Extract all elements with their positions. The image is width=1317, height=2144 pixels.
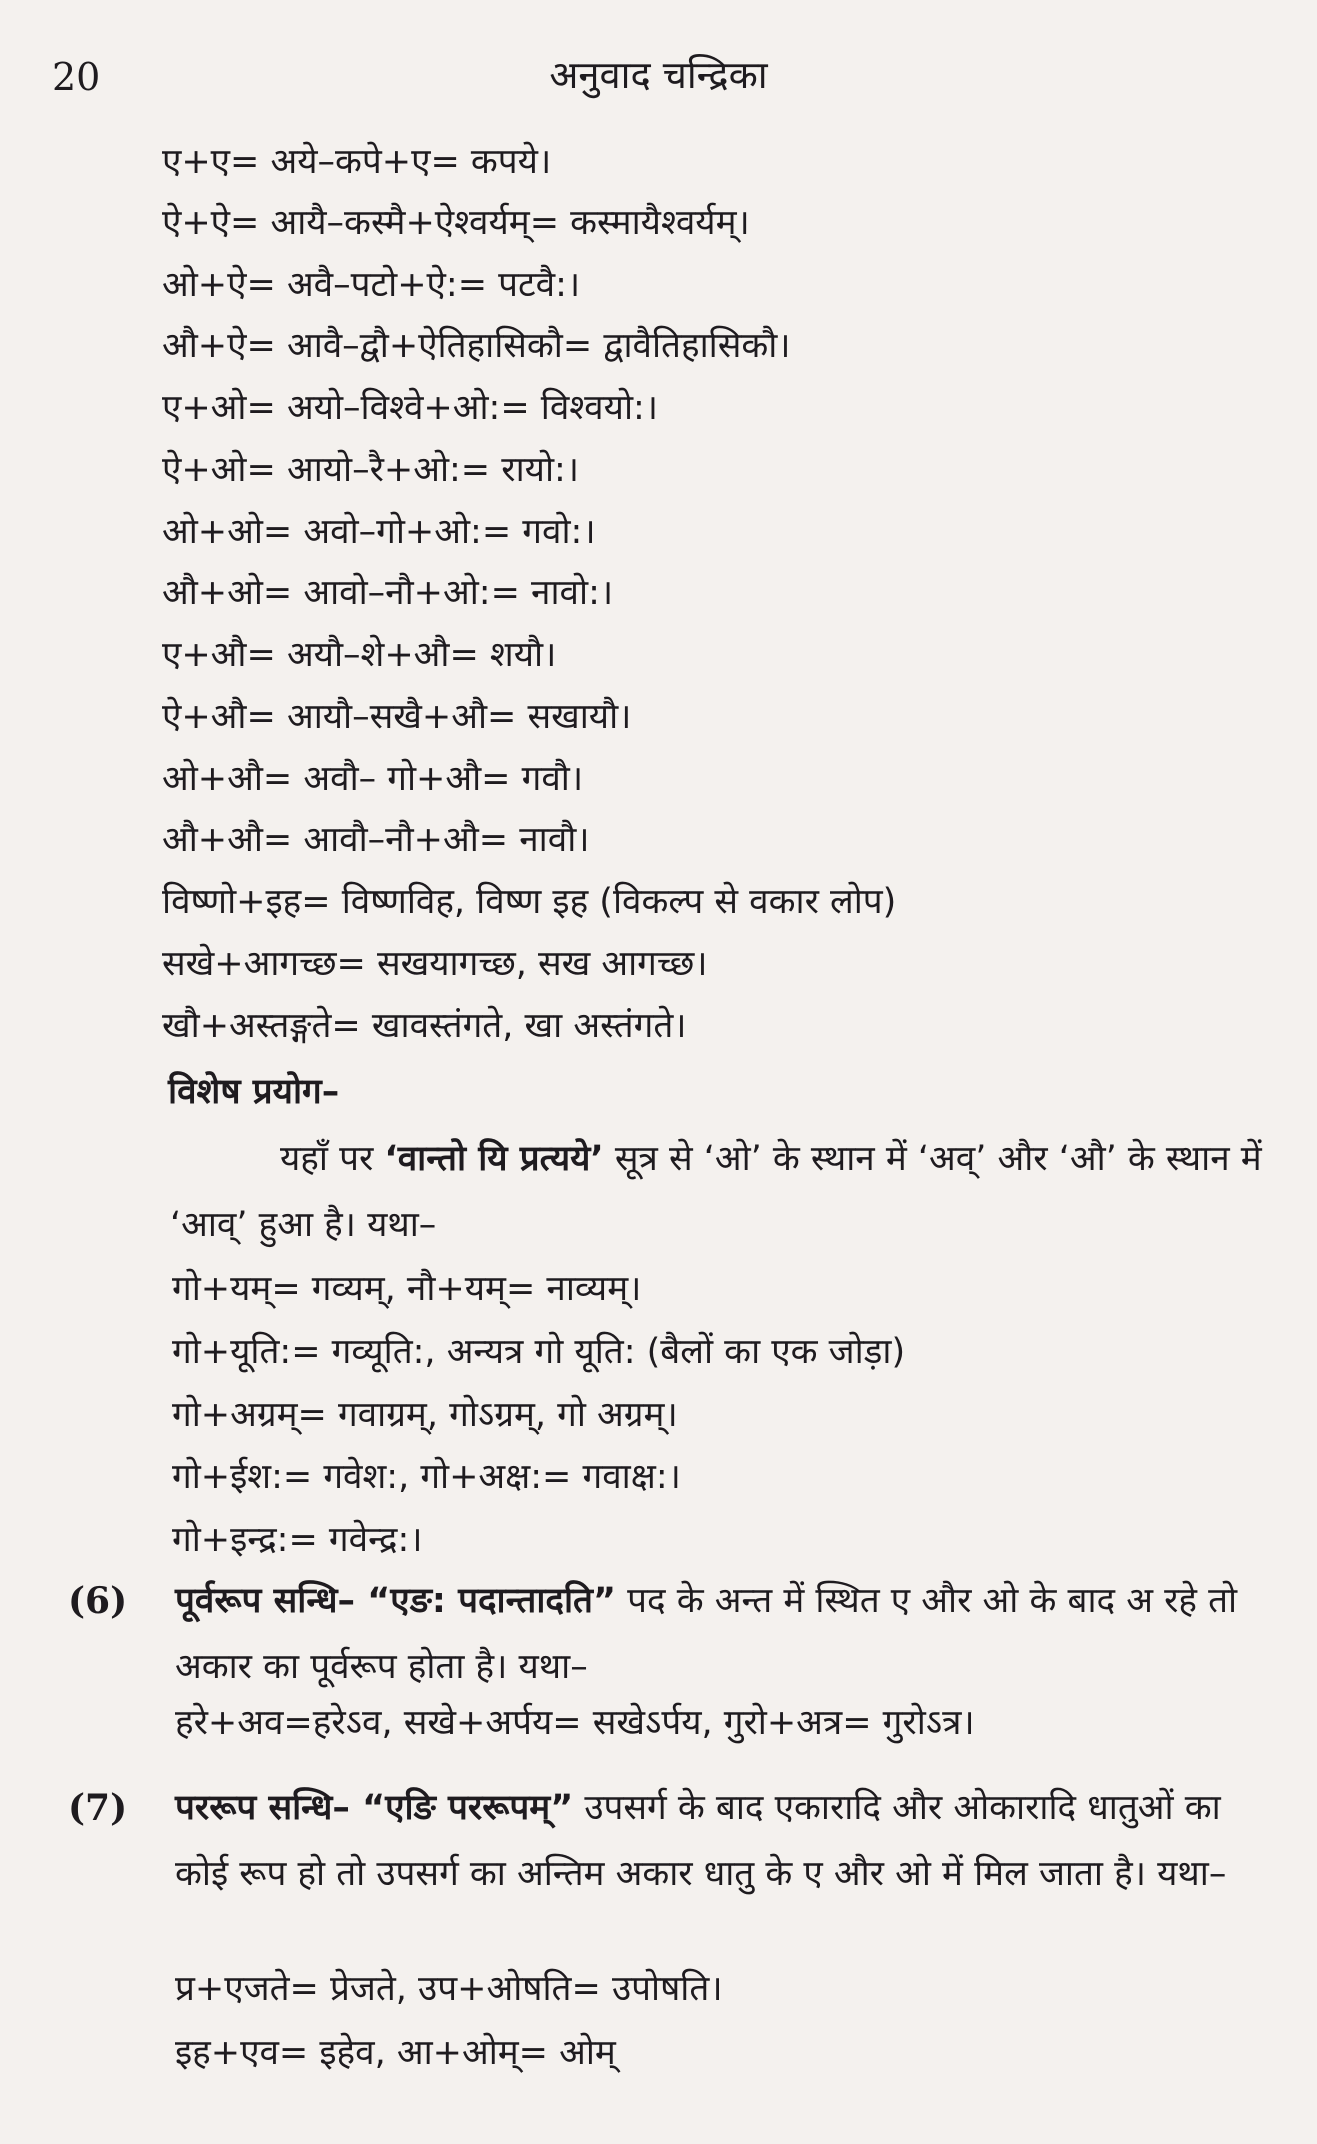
special-use-line: गो+यूति:= गव्यूति:, अन्यत्र गो यूति: (बैलों का एक जोड़ा) <box>172 1332 906 1372</box>
example-line: ऐ+औ= आयौ–सखै+औ= सखायौ। <box>162 697 632 737</box>
example-line: विष्णो+इह= विष्णविह, विष्ण इह (विकल्प से वकार लोप) <box>162 882 897 922</box>
special-use-heading: विशेष प्रयोग– <box>168 1072 340 1112</box>
section-7-title: पररूप सन्धि– <box>175 1788 350 1828</box>
special-use-line: गो+इन्द्र:= गवेन्द्र:। <box>172 1520 423 1560</box>
example-line: ओ+ऐ= अवै–पटो+ऐ:= पटवै:। <box>162 265 581 305</box>
section-7-paragraph <box>175 1775 1280 1907</box>
running-head: अनुवाद चन्द्रिका <box>549 53 768 97</box>
section-6-number: (6) <box>68 1580 128 1622</box>
section-7-example: प्र+एजते= प्रेजते, उप+ओषति= उपोषति। <box>175 1969 723 2009</box>
special-use-sutra: ‘वान्तो यि प्रत्यये’ <box>384 1139 604 1179</box>
special-use-line: गो+ईश:= गवेश:, गो+अक्ष:= गवाक्ष:। <box>172 1457 681 1497</box>
section-7-example: इह+एव= इहेव, आ+ओम्= ओम् <box>175 2033 616 2073</box>
special-use-line: गो+यम्= गव्यम्, नौ+यम्= नाव्यम्। <box>172 1269 642 1309</box>
example-line: औ+ओ= आवो–नौ+ओ:= नावो:। <box>162 573 614 613</box>
example-line: सखे+आगच्छ= सखयागच्छ, सख आगच्छ। <box>162 944 708 984</box>
example-line: ओ+ओ= अवो–गो+ओ:= गवो:। <box>162 512 596 552</box>
section-7-text: उपसर्ग के बाद एकारादि और ओकारादि धातुओं का कोई रूप हो तो उपसर्ग का अन्तिम अकार धातु के ए और ओ में मिल जाता है। यथा– <box>175 1788 1227 1894</box>
example-line: ए+ओ= अयो–विश्वे+ओ:= विश्वयो:। <box>162 388 659 428</box>
example-line: ओ+औ= अवौ– गो+औ= गवौ। <box>162 759 584 799</box>
example-line: ए+औ= अयौ–शे+औ= शयौ। <box>162 635 557 675</box>
special-use-intro-before: यहाँ पर <box>280 1139 385 1179</box>
special-use-intro-after: सूत्र से ‘ओ’ के स्थान में ‘अव्’ और ‘औ’ के स्थान में ‘आव्’ हुआ है। यथा– <box>170 1139 1262 1245</box>
section-6-text: पद के अन्त में स्थित ए और ओ के बाद अ रहे तो अकार का पूर्वरूप होता है। यथा– <box>175 1581 1238 1687</box>
special-use-paragraph <box>170 1126 1280 1258</box>
example-line: ए+ए= अये–कपे+ए= कपये। <box>162 142 552 182</box>
example-line: खौ+अस्तङ्गते= खावस्तंगते, खा अस्तंगते। <box>162 1006 687 1046</box>
section-6-sutra: “एङ: पदान्तादति” <box>355 1581 616 1621</box>
example-line: ऐ+ऐ= आयै–कस्मै+ऐश्वर्यम्= कस्मायैश्वर्यम्। <box>162 203 750 243</box>
section-6-paragraph <box>175 1568 1280 1700</box>
section-6-title: पूर्वरूप सन्धि– <box>175 1581 356 1621</box>
example-line: औ+ऐ= आवै–द्वौ+ऐतिहासिकौ= द्वावैतिहासिकौ। <box>162 326 791 366</box>
example-line: औ+औ= आवौ–नौ+औ= नावौ। <box>162 820 590 860</box>
section-7-number: (7) <box>68 1787 128 1829</box>
example-line: ऐ+ओ= आयो–रै+ओ:= रायो:। <box>162 450 580 490</box>
section-6-example: हरे+अव=हरेऽव, सखे+अर्पय= सखेऽर्पय, गुरो+अत्र= गुरोऽत्र। <box>175 1703 975 1743</box>
page-number: 20 <box>52 55 101 99</box>
section-7-sutra: “एङि पररूपम्” <box>349 1788 574 1828</box>
special-use-line: गो+अग्रम्= गवाग्रम्, गोऽग्रम्, गो अग्रम्। <box>172 1395 678 1435</box>
